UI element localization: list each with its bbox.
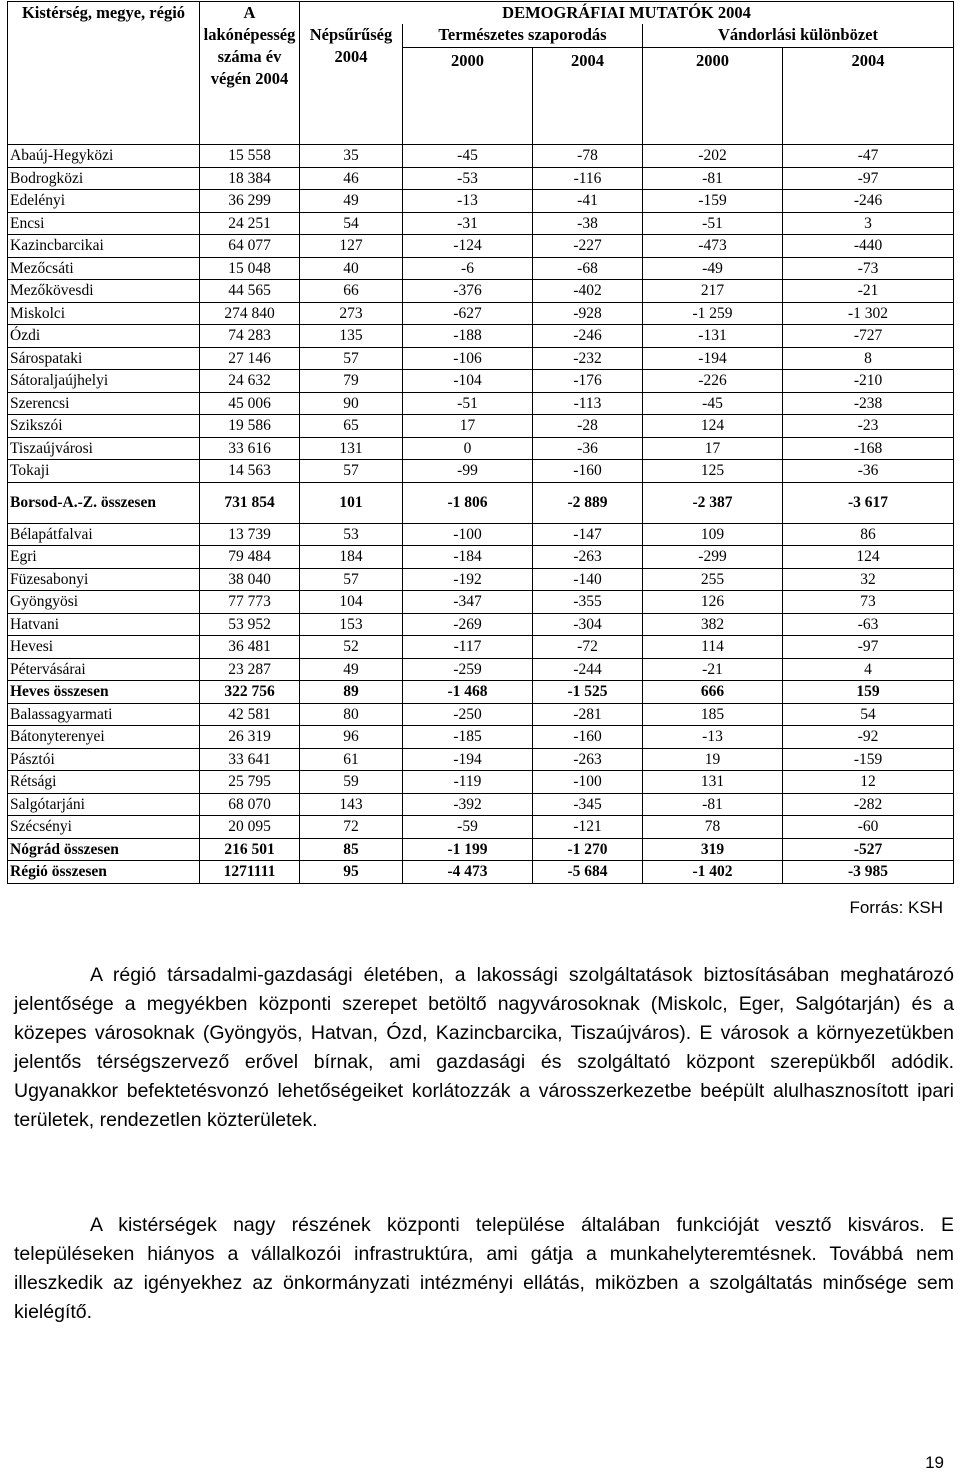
value-cell: -176 xyxy=(533,370,643,393)
value-cell: -376 xyxy=(403,280,533,303)
value-cell: -402 xyxy=(533,280,643,303)
value-cell: 77 773 xyxy=(200,591,300,614)
value-cell: -160 xyxy=(533,726,643,749)
value-cell: 8 xyxy=(783,347,954,370)
value-cell: -159 xyxy=(783,748,954,771)
value-cell: 731 854 xyxy=(200,482,300,523)
value-cell: -1 199 xyxy=(403,838,533,861)
value-cell: 216 501 xyxy=(200,838,300,861)
region-name-cell: Salgótarjáni xyxy=(8,793,200,816)
value-cell: -36 xyxy=(783,460,954,483)
value-cell: -3 617 xyxy=(783,482,954,523)
value-cell: -1 302 xyxy=(783,302,954,325)
value-cell: 125 xyxy=(643,460,783,483)
region-name-cell: Sátoraljaújhelyi xyxy=(8,370,200,393)
region-name-cell: Nógrád összesen xyxy=(8,838,200,861)
region-name-cell: Balassagyarmati xyxy=(8,703,200,726)
value-cell: -281 xyxy=(533,703,643,726)
value-cell: -202 xyxy=(643,145,783,168)
value-cell: 19 586 xyxy=(200,415,300,438)
value-cell: 131 xyxy=(300,437,403,460)
region-name-cell: Tiszaújvárosi xyxy=(8,437,200,460)
value-cell: 131 xyxy=(643,771,783,794)
value-cell: -60 xyxy=(783,816,954,839)
value-cell: -124 xyxy=(403,235,533,258)
value-cell: -159 xyxy=(643,190,783,213)
region-name-cell: Tokaji xyxy=(8,460,200,483)
value-cell: 274 840 xyxy=(200,302,300,325)
value-cell: -97 xyxy=(783,167,954,190)
value-cell: -1 270 xyxy=(533,838,643,861)
region-name-cell: Gyöngyösi xyxy=(8,591,200,614)
value-cell: -345 xyxy=(533,793,643,816)
value-cell: -192 xyxy=(403,568,533,591)
value-cell: -73 xyxy=(783,257,954,280)
region-name-cell: Bátonyterenyei xyxy=(8,726,200,749)
value-cell: -116 xyxy=(533,167,643,190)
table-row xyxy=(8,212,954,235)
value-cell: -51 xyxy=(643,212,783,235)
table-row xyxy=(8,482,954,523)
region-name-cell: Egri xyxy=(8,546,200,569)
value-cell: -100 xyxy=(403,523,533,546)
value-cell: 78 xyxy=(643,816,783,839)
header-migration: Vándorlási különbözet xyxy=(643,24,954,48)
value-cell: -28 xyxy=(533,415,643,438)
value-cell: -246 xyxy=(533,325,643,348)
value-cell: 45 006 xyxy=(200,392,300,415)
region-name-cell: Abaúj-Hegyközi xyxy=(8,145,200,168)
value-cell: 322 756 xyxy=(200,681,300,704)
value-cell: -244 xyxy=(533,658,643,681)
table-row xyxy=(8,591,954,614)
paragraph: A kistérségek nagy részének központi települése általában funkcióját vesztő kisváros. E településeken hiányos a vállalkozói infrastruktúra, ami gátja a munkahelyteremtésnek. Továbbá nem illeszkedik az igényekhez az önkormányzati intézményi ellátás, miközben a szolgáltatás minősége sem kielégítő. xyxy=(14,1214,954,1323)
value-cell: 143 xyxy=(300,793,403,816)
header-year: 2004 xyxy=(533,48,643,145)
value-cell: 96 xyxy=(300,726,403,749)
value-cell: 184 xyxy=(300,546,403,569)
value-cell: -63 xyxy=(783,613,954,636)
value-cell: -627 xyxy=(403,302,533,325)
value-cell: 40 xyxy=(300,257,403,280)
value-cell: -38 xyxy=(533,212,643,235)
region-name-cell: Szécsényi xyxy=(8,816,200,839)
region-name-cell: Miskolci xyxy=(8,302,200,325)
region-name-cell: Szerencsi xyxy=(8,392,200,415)
value-cell: 255 xyxy=(643,568,783,591)
value-cell: 382 xyxy=(643,613,783,636)
value-cell: -194 xyxy=(403,748,533,771)
value-cell: -1 259 xyxy=(643,302,783,325)
value-cell: 109 xyxy=(643,523,783,546)
value-cell: 86 xyxy=(783,523,954,546)
value-cell: -81 xyxy=(643,793,783,816)
value-cell: 159 xyxy=(783,681,954,704)
table-row xyxy=(8,437,954,460)
value-cell: -100 xyxy=(533,771,643,794)
table-row xyxy=(8,681,954,704)
value-cell: -72 xyxy=(533,636,643,659)
value-cell: 24 632 xyxy=(200,370,300,393)
value-cell: 20 095 xyxy=(200,816,300,839)
value-cell: -113 xyxy=(533,392,643,415)
value-cell: 90 xyxy=(300,392,403,415)
value-cell: -210 xyxy=(783,370,954,393)
table-row xyxy=(8,703,954,726)
header-year: 2000 xyxy=(403,48,533,145)
value-cell: 19 xyxy=(643,748,783,771)
value-cell: 18 384 xyxy=(200,167,300,190)
value-cell: -263 xyxy=(533,748,643,771)
table-row xyxy=(8,771,954,794)
table-row xyxy=(8,568,954,591)
page-number: 19 xyxy=(925,1453,944,1472)
value-cell: -184 xyxy=(403,546,533,569)
value-cell: -147 xyxy=(533,523,643,546)
value-cell: -41 xyxy=(533,190,643,213)
value-cell: 13 739 xyxy=(200,523,300,546)
table-row xyxy=(8,235,954,258)
table-row xyxy=(8,190,954,213)
region-name-cell: Szikszói xyxy=(8,415,200,438)
value-cell: 74 283 xyxy=(200,325,300,348)
value-cell: -140 xyxy=(533,568,643,591)
value-cell: -36 xyxy=(533,437,643,460)
value-cell: -473 xyxy=(643,235,783,258)
value-cell: 57 xyxy=(300,460,403,483)
value-cell: 85 xyxy=(300,838,403,861)
value-cell: -232 xyxy=(533,347,643,370)
value-cell: 79 xyxy=(300,370,403,393)
table-row xyxy=(8,280,954,303)
table-row xyxy=(8,415,954,438)
value-cell: 57 xyxy=(300,347,403,370)
value-cell: 25 795 xyxy=(200,771,300,794)
value-cell: -160 xyxy=(533,460,643,483)
paragraph: A régió társadalmi-gazdasági életében, a lakossági szolgáltatások biztosításában meghatározó jelentősége a megyékben központi szerepet betöltő nagyvárosoknak (Miskolc, Eger, Salgótarján) és a közepes városoknak (Gyöngyös, Hatvan, Ózd, Kazincbarcika, Tiszaújváros). E városok a környezetükben jelentős térségszervező erővel bírnak, ami gazdasági és szolgáltató központ szerepükből adódik. Ugyanakkor befektetésvonzó lehetőségeiket korlátozzák a városszerkezetbe beépült alulhasznosított ipari területek, rendezetlen közterületek. xyxy=(14,964,954,1131)
region-name-cell: Borsod-A.-Z. összesen xyxy=(8,482,200,523)
value-cell: 54 xyxy=(783,703,954,726)
region-name-cell: Hevesi xyxy=(8,636,200,659)
table-row xyxy=(8,793,954,816)
value-cell: -250 xyxy=(403,703,533,726)
value-cell: 32 xyxy=(783,568,954,591)
value-cell: 66 xyxy=(300,280,403,303)
value-cell: 59 xyxy=(300,771,403,794)
source-note: Forrás: KSH xyxy=(849,898,943,917)
value-cell: 1271111 xyxy=(200,861,300,884)
value-cell: -49 xyxy=(643,257,783,280)
value-cell: 49 xyxy=(300,658,403,681)
value-cell: 35 xyxy=(300,145,403,168)
value-cell: 14 563 xyxy=(200,460,300,483)
value-cell: 217 xyxy=(643,280,783,303)
value-cell: 17 xyxy=(643,437,783,460)
table-body xyxy=(8,145,954,884)
value-cell: 89 xyxy=(300,681,403,704)
table-title: DEMOGRÁFIAI MUTATÓK 2004 xyxy=(300,2,954,25)
value-cell: -1 806 xyxy=(403,482,533,523)
value-cell: -282 xyxy=(783,793,954,816)
header-population: A lakónépesség száma év végén 2004 xyxy=(200,2,300,145)
table-row xyxy=(8,460,954,483)
region-name-cell: Bélapátfalvai xyxy=(8,523,200,546)
table-row xyxy=(8,523,954,546)
value-cell: 53 952 xyxy=(200,613,300,636)
value-cell: -31 xyxy=(403,212,533,235)
value-cell: -68 xyxy=(533,257,643,280)
value-cell: 54 xyxy=(300,212,403,235)
value-cell: 23 287 xyxy=(200,658,300,681)
value-cell: -131 xyxy=(643,325,783,348)
value-cell: -440 xyxy=(783,235,954,258)
value-cell: -13 xyxy=(403,190,533,213)
region-name-cell: Sárospataki xyxy=(8,347,200,370)
value-cell: 57 xyxy=(300,568,403,591)
value-cell: -2 387 xyxy=(643,482,783,523)
region-name-cell: Heves összesen xyxy=(8,681,200,704)
value-cell: -99 xyxy=(403,460,533,483)
value-cell: -269 xyxy=(403,613,533,636)
region-name-cell: Pétervásárai xyxy=(8,658,200,681)
region-name-cell: Edelényi xyxy=(8,190,200,213)
header-year: 2000 xyxy=(643,48,783,145)
value-cell: 42 581 xyxy=(200,703,300,726)
value-cell: -188 xyxy=(403,325,533,348)
value-cell: 52 xyxy=(300,636,403,659)
value-cell: -23 xyxy=(783,415,954,438)
value-cell: -2 889 xyxy=(533,482,643,523)
value-cell: -78 xyxy=(533,145,643,168)
value-cell: -1 402 xyxy=(643,861,783,884)
value-cell: 15 558 xyxy=(200,145,300,168)
value-cell: 80 xyxy=(300,703,403,726)
value-cell: -304 xyxy=(533,613,643,636)
value-cell: -53 xyxy=(403,167,533,190)
value-cell: 38 040 xyxy=(200,568,300,591)
value-cell: 124 xyxy=(643,415,783,438)
table-row xyxy=(8,167,954,190)
table-row xyxy=(8,302,954,325)
value-cell: -4 473 xyxy=(403,861,533,884)
value-cell: -392 xyxy=(403,793,533,816)
value-cell: -51 xyxy=(403,392,533,415)
value-cell: -59 xyxy=(403,816,533,839)
value-cell: -246 xyxy=(783,190,954,213)
value-cell: -21 xyxy=(783,280,954,303)
header-region: Kistérség, megye, régió xyxy=(8,2,200,145)
table-row xyxy=(8,613,954,636)
table-row xyxy=(8,370,954,393)
region-name-cell: Kazincbarcikai xyxy=(8,235,200,258)
table-row xyxy=(8,325,954,348)
value-cell: -355 xyxy=(533,591,643,614)
value-cell: -226 xyxy=(643,370,783,393)
value-cell: -1 525 xyxy=(533,681,643,704)
value-cell: -104 xyxy=(403,370,533,393)
value-cell: -45 xyxy=(403,145,533,168)
value-cell: -168 xyxy=(783,437,954,460)
value-cell: -347 xyxy=(403,591,533,614)
value-cell: -6 xyxy=(403,257,533,280)
value-cell: 73 xyxy=(783,591,954,614)
value-cell: -263 xyxy=(533,546,643,569)
value-cell: 27 146 xyxy=(200,347,300,370)
value-cell: 33 616 xyxy=(200,437,300,460)
value-cell: 0 xyxy=(403,437,533,460)
value-cell: -97 xyxy=(783,636,954,659)
value-cell: 4 xyxy=(783,658,954,681)
region-name-cell: Rétsági xyxy=(8,771,200,794)
value-cell: -13 xyxy=(643,726,783,749)
region-name-cell: Ózdi xyxy=(8,325,200,348)
value-cell: 127 xyxy=(300,235,403,258)
table-row xyxy=(8,636,954,659)
value-cell: 72 xyxy=(300,816,403,839)
value-cell: 666 xyxy=(643,681,783,704)
value-cell: 68 070 xyxy=(200,793,300,816)
value-cell: 46 xyxy=(300,167,403,190)
value-cell: -117 xyxy=(403,636,533,659)
value-cell: -259 xyxy=(403,658,533,681)
value-cell: -45 xyxy=(643,392,783,415)
value-cell: 79 484 xyxy=(200,546,300,569)
table-row xyxy=(8,816,954,839)
value-cell: 17 xyxy=(403,415,533,438)
value-cell: -119 xyxy=(403,771,533,794)
value-cell: -92 xyxy=(783,726,954,749)
value-cell: 104 xyxy=(300,591,403,614)
value-cell: 36 481 xyxy=(200,636,300,659)
table-row xyxy=(8,748,954,771)
value-cell: -238 xyxy=(783,392,954,415)
value-cell: 135 xyxy=(300,325,403,348)
region-name-cell: Encsi xyxy=(8,212,200,235)
demographic-table xyxy=(7,1,954,884)
value-cell: 65 xyxy=(300,415,403,438)
table-row xyxy=(8,861,954,884)
table-row xyxy=(8,145,954,168)
region-name-cell: Hatvani xyxy=(8,613,200,636)
table-row xyxy=(8,726,954,749)
value-cell: -121 xyxy=(533,816,643,839)
region-name-cell: Mezőkövesdi xyxy=(8,280,200,303)
value-cell: 126 xyxy=(643,591,783,614)
value-cell: 24 251 xyxy=(200,212,300,235)
value-cell: 64 077 xyxy=(200,235,300,258)
value-cell: -227 xyxy=(533,235,643,258)
region-name-cell: Mezőcsáti xyxy=(8,257,200,280)
value-cell: 53 xyxy=(300,523,403,546)
value-cell: 49 xyxy=(300,190,403,213)
value-cell: 15 048 xyxy=(200,257,300,280)
value-cell: -81 xyxy=(643,167,783,190)
value-cell: 3 xyxy=(783,212,954,235)
value-cell: 44 565 xyxy=(200,280,300,303)
value-cell: 26 319 xyxy=(200,726,300,749)
region-name-cell: Füzesabonyi xyxy=(8,568,200,591)
value-cell: -5 684 xyxy=(533,861,643,884)
value-cell: -299 xyxy=(643,546,783,569)
table-row xyxy=(8,546,954,569)
region-name-cell: Bodrogközi xyxy=(8,167,200,190)
value-cell: 273 xyxy=(300,302,403,325)
value-cell: 114 xyxy=(643,636,783,659)
table-row xyxy=(8,257,954,280)
table-row xyxy=(8,392,954,415)
value-cell: 319 xyxy=(643,838,783,861)
value-cell: -185 xyxy=(403,726,533,749)
region-name-cell: Pásztói xyxy=(8,748,200,771)
header-natural-increase: Természetes szaporodás xyxy=(403,24,643,48)
value-cell: 33 641 xyxy=(200,748,300,771)
value-cell: -727 xyxy=(783,325,954,348)
value-cell: 124 xyxy=(783,546,954,569)
value-cell: 12 xyxy=(783,771,954,794)
value-cell: 153 xyxy=(300,613,403,636)
value-cell: 95 xyxy=(300,861,403,884)
value-cell: 61 xyxy=(300,748,403,771)
value-cell: 36 299 xyxy=(200,190,300,213)
value-cell: -106 xyxy=(403,347,533,370)
region-name-cell: Régió összesen xyxy=(8,861,200,884)
table-row xyxy=(8,838,954,861)
value-cell: -21 xyxy=(643,658,783,681)
header-density: Népsűrűség 2004 xyxy=(300,24,403,145)
value-cell: -47 xyxy=(783,145,954,168)
value-cell: 101 xyxy=(300,482,403,523)
value-cell: -527 xyxy=(783,838,954,861)
value-cell: -928 xyxy=(533,302,643,325)
header-year: 2004 xyxy=(783,48,954,145)
table-row xyxy=(8,658,954,681)
value-cell: 185 xyxy=(643,703,783,726)
value-cell: -3 985 xyxy=(783,861,954,884)
value-cell: -194 xyxy=(643,347,783,370)
table-row xyxy=(8,347,954,370)
value-cell: -1 468 xyxy=(403,681,533,704)
